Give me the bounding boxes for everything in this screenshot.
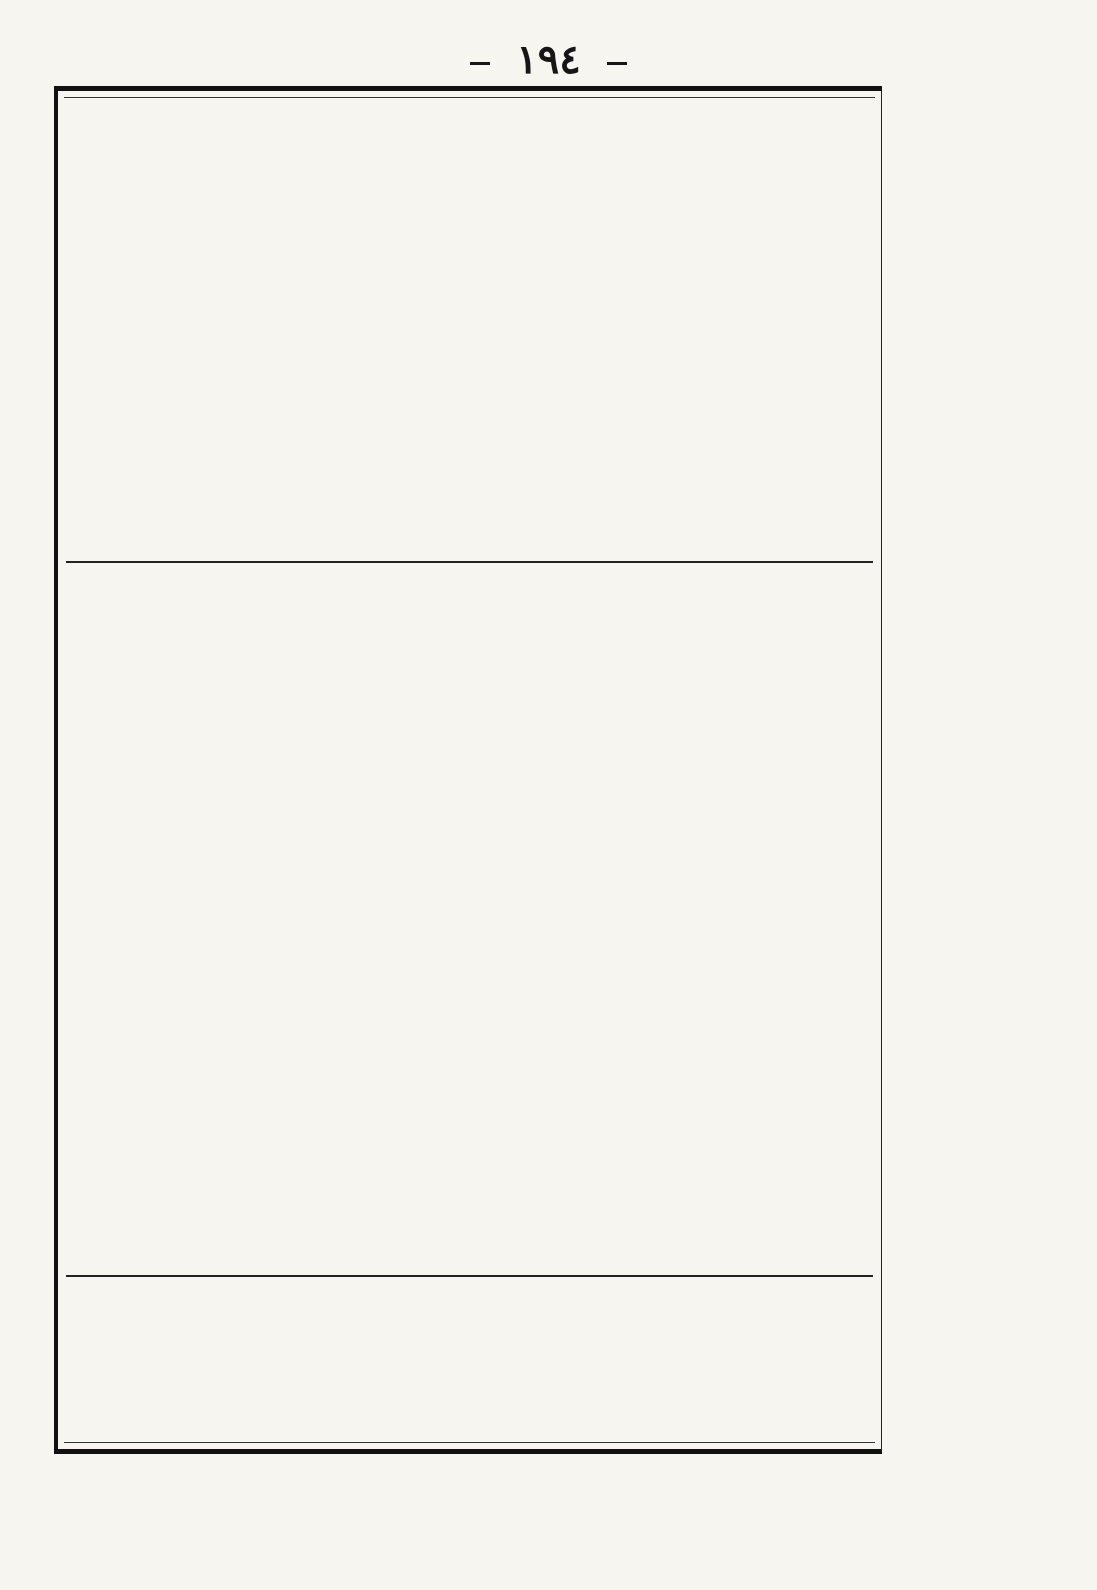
page-number-dash-right (607, 62, 627, 65)
footnote-block (68, 1289, 871, 1439)
section-divider-footnote (66, 1275, 873, 1277)
text-frame (54, 86, 882, 1454)
page-number-dash-left (470, 62, 490, 65)
page-number-text: ١٩٤ (516, 36, 581, 83)
commentary-block (68, 111, 871, 551)
page-number (0, 36, 1097, 83)
section-divider-top (66, 561, 873, 563)
main-text-block (68, 575, 871, 1267)
